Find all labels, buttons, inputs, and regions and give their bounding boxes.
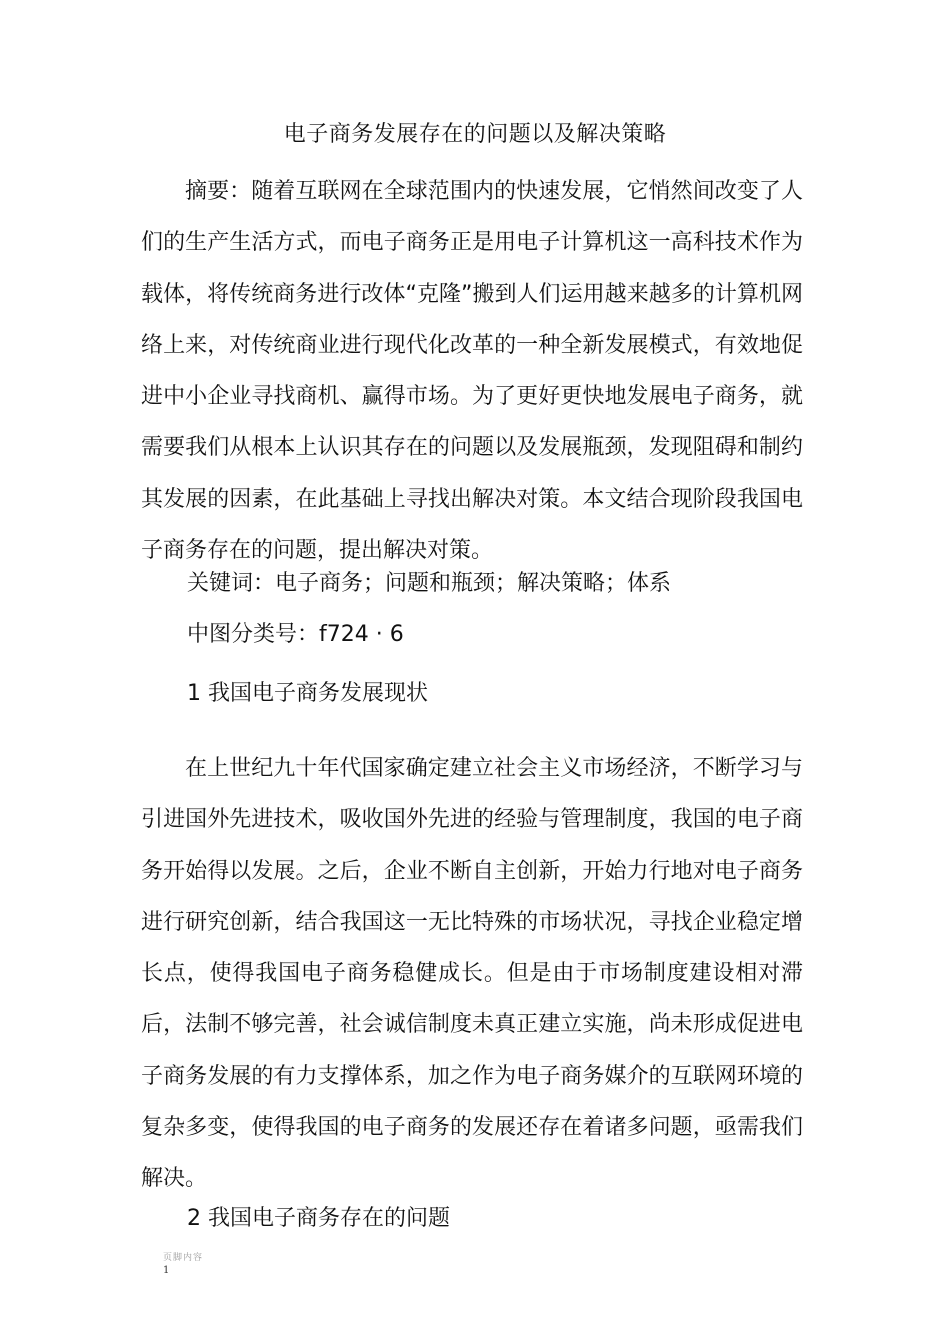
- keywords-line: 关键词：电子商务；问题和瓶颈；解决策略；体系: [187, 571, 672, 596]
- footer-label: 页脚内容: [163, 1253, 204, 1263]
- section-1-body: [141, 743, 803, 1205]
- section-1-heading: 1 我国电子商务发展现状: [187, 681, 428, 706]
- section-2-heading: 2 我国电子商务存在的问题: [187, 1206, 450, 1231]
- section-1-paragraph: 在上世纪九十年代国家确定建立社会主义市场经济，不断学习与引进国外先进技术，吸收国外先进的经验与管理制度，我国的电子商务开始得以发展。之后，企业不断自主创新，开始力行地对电子商务进行研究创新，结合我国这一无比特殊的市场状况，寻找企业稳定增长点，使得我国电子商务稳健成长。但是由于市场制度建设相对滞后，法制不够完善，社会诚信制度未真正建立实施，尚未形成促进电子商务发展的有力支撑体系，加之作为电子商务媒介的互联网环境的复杂多变，使得我国的电子商务的发展还存在着诸多问题，亟需我们解决。: [141, 756, 803, 1192]
- document-title: 电子商务发展存在的问题以及解决策略: [283, 122, 667, 147]
- abstract-block: [141, 166, 803, 576]
- page-number: 1: [163, 1265, 170, 1276]
- abstract-paragraph: 摘要：随着互联网在全球范围内的快速发展，它悄然间改变了人们的生产生活方式，而电子商务正是用电子计算机这一高科技术作为载体，将传统商务进行改体“克隆”搬到人们运用越来越多的计算机网络上来，对传统商业进行现代化改革的一种全新发展模式，有效地促进中小企业寻找商机、赢得市场。为了更好更快地发展电子商务，就需要我们从根本上认识其存在的问题以及发展瓶颈，发现阻碍和制约其发展的因素，在此基础上寻找出解决对策。本文结合现阶段我国电子商务存在的问题，提出解决对策。: [141, 179, 803, 564]
- classification-number: 中图分类号：f724 · 6: [187, 622, 404, 647]
